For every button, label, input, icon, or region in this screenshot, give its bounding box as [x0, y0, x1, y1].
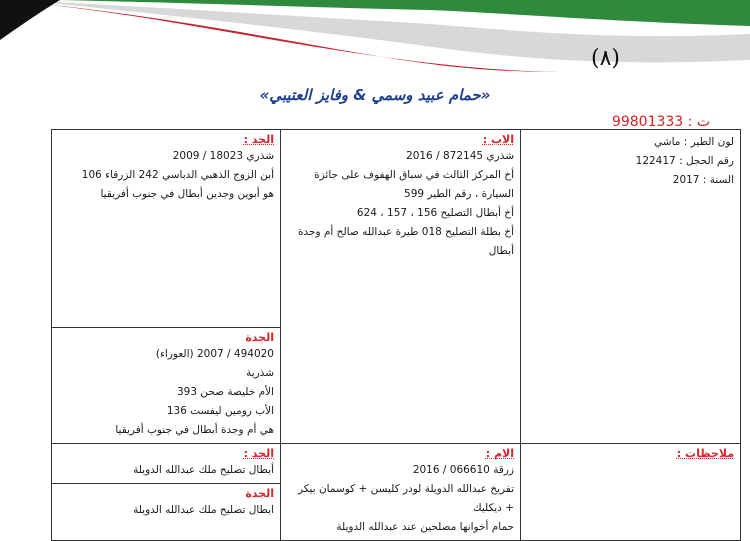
grandfather-f-line: شذري 18023 / 2009 [172, 150, 274, 162]
grandmother-f-line: 494020 / 2007 (العوراء) [155, 348, 274, 360]
grandmother-f-line: شذرية [246, 367, 274, 379]
mother-line: زرقة 066610 / 2016 [412, 464, 514, 476]
grandmother-m-label: الجدة [245, 487, 274, 500]
grandmother-f-label: الجدة [245, 331, 274, 344]
notes-label: ملاحظات : [676, 447, 734, 460]
mother-label: الام : [485, 447, 514, 460]
father-label: الاب : [482, 133, 514, 146]
grandfather-f-line: أبن الزوج الذهبي الدباسي 242 الزرقاء 106 [81, 169, 274, 181]
father-line: أخ المركز الثالث في سباق الهفوف على جائزة السيارة ، رقم الطير 599 [314, 169, 514, 200]
page-title: «حمام عبيد وسمي & وفايز العتيبي» [259, 86, 491, 104]
grandfather-m-cell [52, 444, 281, 484]
page-number: (٨) [590, 46, 620, 71]
grandfather-f-line: هو أبوين وجدين أبطال في جنوب أفريقيا [100, 188, 274, 200]
mother-cell [281, 444, 521, 541]
bird-reg: رقم الحجل : 122417 [635, 155, 734, 167]
grandmother-f-line: هي أم وجدة أبطال في جنوب أفريقيا [115, 424, 274, 436]
grandfather-f-label: الجد : [243, 133, 274, 146]
bird-color: لون الطير : ماشي [654, 136, 734, 148]
flag-black-stripe [0, 0, 60, 40]
grandfather-m-line: أبطال تصليح ملك عبدالله الدويلة [133, 464, 274, 476]
grandfather-f-cell [52, 130, 281, 328]
grandfather-m-label: الجد : [243, 447, 274, 460]
father-line: شذري 872145 / 2016 [406, 150, 514, 162]
grandmother-m-line: ابطال تصليح ملك عبدالله الدويلة [133, 504, 274, 516]
father-line: أخ أبطال التصليح 156 ، 157 ، 624 [356, 207, 514, 219]
bird-info-cell [521, 130, 741, 444]
pedigree-table [51, 129, 741, 541]
grandmother-f-line: الأب رومين ليفست 136 [166, 405, 274, 417]
phone-number: ت : 99801333 [611, 114, 710, 130]
mother-line: تفريخ عبدالله الدويلة لودر كليسن + كوسمان بيكر + ديكليك [297, 483, 514, 514]
grandmother-f-cell [52, 328, 281, 444]
flag-banner [0, 0, 750, 80]
grandmother-m-cell [52, 484, 281, 541]
father-line: أخ بطلة التصليح 018 طيرة عبدالله صالح أم وجدة أبطال [298, 226, 514, 257]
bird-year: السنة : 2017 [672, 174, 734, 186]
grandmother-f-line: الأم خليصة صحن 393 [176, 386, 274, 398]
father-cell [281, 130, 521, 444]
notes-cell [521, 444, 741, 541]
mother-line: حمام أخوانها مصلحين عند عبدالله الدويلة [336, 521, 514, 533]
